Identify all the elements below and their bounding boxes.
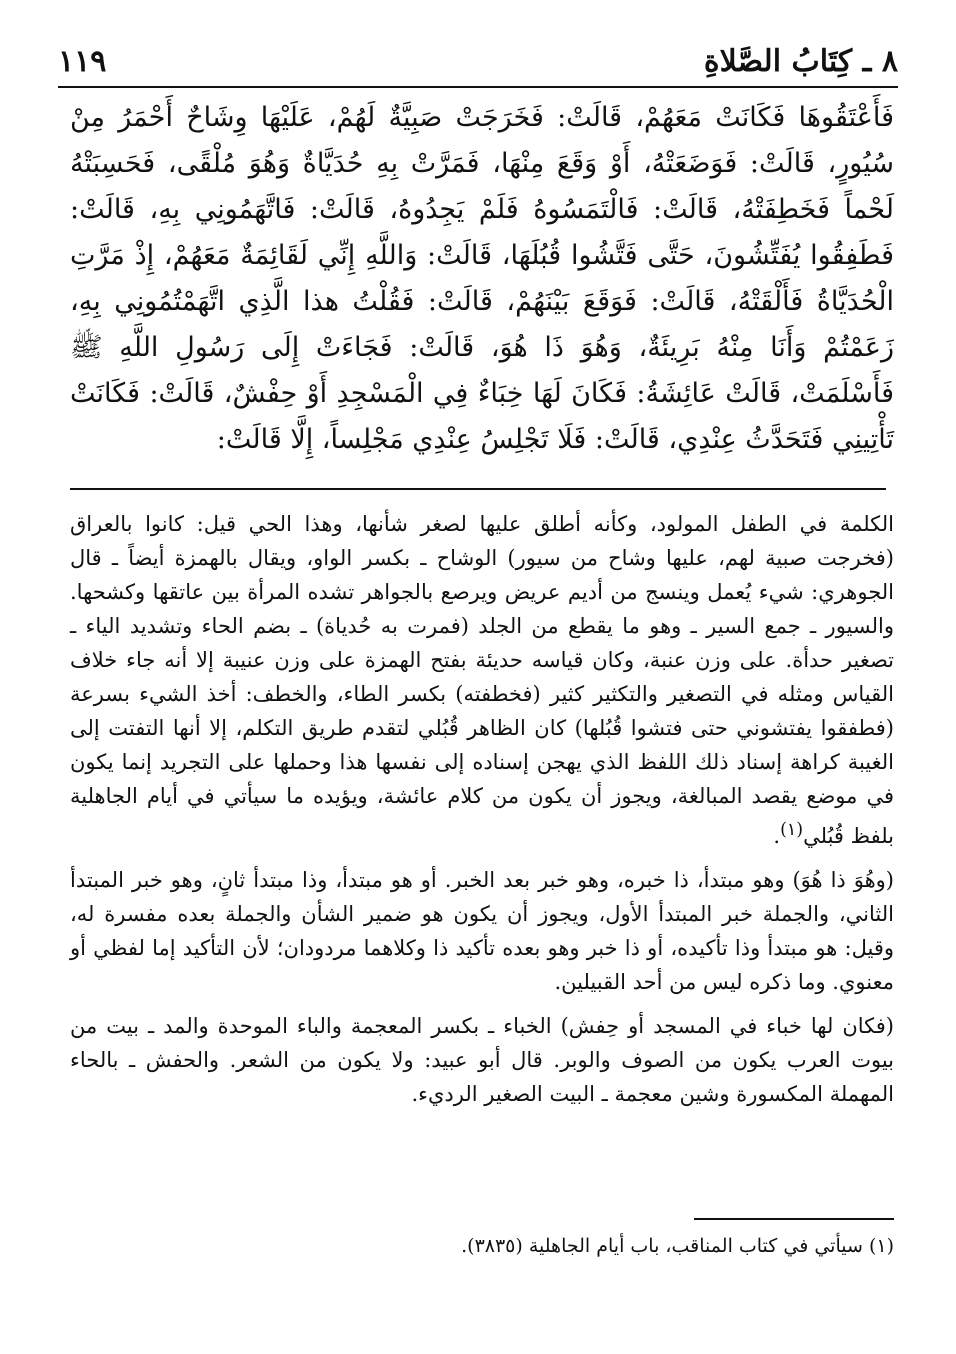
footnote-rule [694, 1218, 894, 1220]
commentary-paragraph-1-text: الكلمة في الطفل المولود، وكأنه أطلق عليها لصغر شأنها، وهذا الحي قيل: كانوا بالعراق (فخرجت صبية لهم، عليها وشاح من سيور) الوشاح ـ بكسر الواو، ويقال بالهمزة أيضاً ـ قال الجوهري: شيء يُعمل وينسج من أديم عريض ويرصع بالجواهر تشده المرأة بين عاتقها وكشحها. والسيور ـ جمع السير ـ وهو ما يقطع من الجلد (فمرت به حُدياة) ـ بضم الحاء وتشديد الياء ـ تصغير حدأة. على وزن عنبة، وكان قياسه حديئة بفتح الهمزة على وزن عنيبة إلا أنه جاء خلاف القياس ومثله في التصغير والتكثير كثير (فخطفته) بكسر الطاء، والخطف: أخذ الشيء بسرعة (فطفقوا يفتشوني حتى فتشوا قُبُلها) كان الظاهر قُبُلي لتقدم طريق التكلم، إلا أنها التفتت إلى الغيبة كراهة إسناد ذلك اللفظ الذي يهجن إسناده إلى نفسها هذا وحملها على التجريد إنما يكون في موضع يقصد المبالغة، ويجوز أن يكون من كلام عائشة، ويؤيده ما سيأتي في أيام الجاهلية بلفظ قُبُلي [70, 512, 894, 848]
hadith-text: فَأَعْتَقُوهَا فَكَانَتْ مَعَهُمْ، قَالَتْ: فَخَرَجَتْ صَبِيَّةٌ لَهُمْ، عَلَيْهَا وِشَاحٌ أَحْمَرُ مِنْ سُيُورٍ، قَالَتْ: فَوَضَعَتْهُ، أَوْ وَقَعَ مِنْهَا، فَمَرَّتْ بِهِ حُدَيَّاةٌ وَهُوَ مُلْقًى، فَحَسِبَتْهُ لَحْماً فَخَطِفَتْهُ، قَالَتْ: فَالْتَمَسُوهُ فَلَمْ يَجِدُوهُ، قَالَتْ: فَاتَّهَمُونِي بِهِ، قَالَتْ: فَطَفِقُوا يُفَتِّشُونَ، حَتَّى فَتَّشُوا قُبُلَهَا، قَالَتْ: وَاللَّهِ إِنِّي لَقَائِمَةٌ مَعَهُمْ، إِذْ مَرَّتِ الْحُدَيَّاةُ فَأَلْقَتْهُ، قَالَتْ: فَوَقَعَ بَيْنَهُمْ، قَالَتْ: فَقُلْتُ هذا الَّذِي اتَّهَمْتُمُونِي بِهِ، زَعَمْتُمْ وَأَنَا مِنْهُ بَرِيئَةٌ، وَهُوَ ذَا هُوَ، قَالَتْ: فَجَاءَتْ إِلَى رَسُولِ اللَّهِ ﷺ فَأَسْلَمَتْ، قَالَتْ عَائِشَةُ: فَكَانَ لَهَا خِبَاءٌ فِي الْمَسْجِدِ أَوْ حِفْشٌ، قَالَتْ: فَكَانَتْ تَأْتِينِي فَتَحَدَّثُ عِنْدِي، قَالَتْ: فَلَا تَجْلِسُ عِنْدِي مَجْلِساً، إِلَّا قَالَتْ: [70, 102, 894, 455]
chapter-title: ٨ ـ كِتَابُ الصَّلاةِ [703, 44, 898, 79]
commentary-paragraph-2: (وهُوَ ذا هُوَ) وهو مبتدأ، ذا خبره، وهو خبر بعد الخبر. أو هو مبتدأ، وذا مبتدأ ثانٍ، وهو خبر المبتدأ الثاني، والجملة خبر المبتدأ الأول، ويجوز أن يكون هو ضمير الشأن والجملة بعده مفسرة له، وقيل: هو مبتدأ وذا تأكيده، أو ذا خبر وهو بعده تأكيد ذا وكلاهما مردودان؛ لأن التأكيد إما لفظي أو معنوي. وما ذكره ليس من أحد القبيلين. [70, 868, 894, 994]
commentary-paragraph-3: (فكان لها خباء في المسجد أو حِفش) الخباء ـ بكسر المعجمة والباء الموحدة والمد ـ بيت من بيوت العرب يكون من الصوف والوبر. قال أبو عبيد: ولا يكون من الشعر. والحفش ـ بالحاء المهملة المكسورة وشين معجمة ـ البيت الصغير الرديء. [70, 1014, 894, 1106]
page-number: ١١٩ [58, 44, 107, 79]
commentary [70, 507, 894, 1121]
footnote: (١) سيأتي في كتاب المناقب، باب أيام الجاهلية (٣٨٣٥). [461, 1235, 894, 1257]
page-header [58, 38, 898, 88]
footnote-marker: (١) [780, 820, 804, 840]
separator-rule [70, 488, 886, 490]
commentary-paragraph-1: الكلمة في الطفل المولود، وكأنه أطلق عليها لصغر شأنها، وهذا الحي قيل: كانوا بالعراق (فخرجت صبية لهم، عليها وشاح من سيور) الوشاح ـ بكسر الواو، ويقال بالهمزة أيضاً ـ قال الجوهري: شيء يُعمل وينسج من أديم عريض ويرصع بالجواهر تشده المرأة بين عاتقها وكشحها. والسيور ـ جمع السير ـ وهو ما يقطع من الجلد (فمرت به حُدياة) ـ بضم الحاء وتشديد الياء ـ تصغير حدأة. على وزن عنبة، وكان قياسه حديئة بفتح الهمزة على وزن عنيبة إلا أنه جاء خلاف القياس ومثله في التصغير والتكثير كثير (فخطفته) بكسر الطاء، والخطف: أخذ الشيء بسرعة (فطفقوا يفتشوني حتى فتشوا قُبُلها) كان الظاهر قُبُلي لتقدم طريق التكلم، إلا أنها التفتت إلى الغيبة كراهة إسناد ذلك اللفظ الذي يهجن إسناده إلى نفسها هذا وحملها على التجريد إنما يكون في موضع يقصد المبالغة، ويجوز أن يكون من كلام عائشة، ويؤيده ما سيأتي في أيام الجاهلية بلفظ قُبُلي$^{(١)}$. [70, 512, 894, 848]
